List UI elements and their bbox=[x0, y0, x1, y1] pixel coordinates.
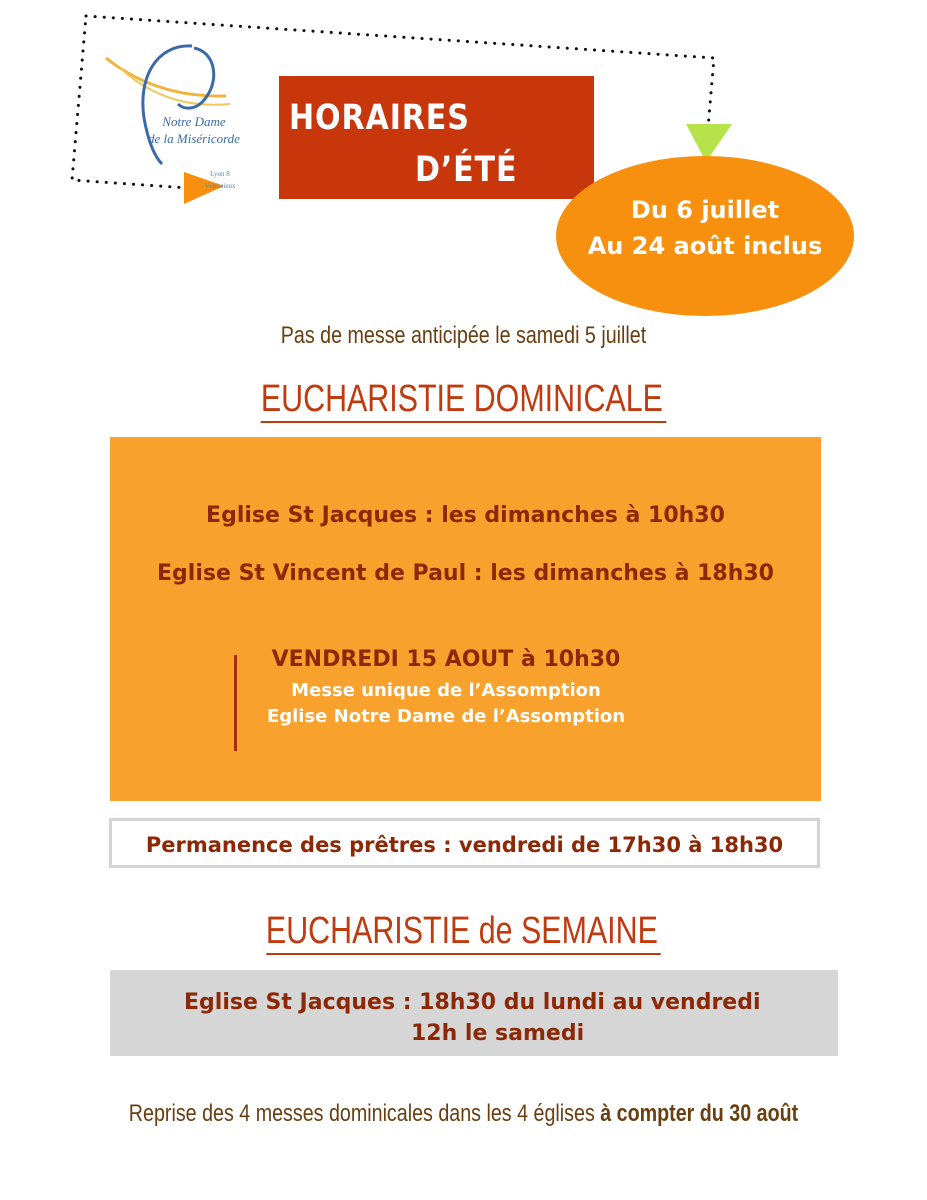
logo-city-line1: Lyon 8 bbox=[210, 170, 230, 178]
weekday-schedule-line2: 12h le samedi bbox=[411, 1021, 585, 1046]
parish-logo bbox=[96, 38, 256, 190]
schedule-st-jacques: Eglise St Jacques : les dimanches à 10h30 bbox=[206, 503, 725, 528]
title-box bbox=[279, 76, 594, 199]
title-line1: HORAIRES bbox=[289, 98, 470, 138]
priests-permanence-box bbox=[109, 818, 820, 868]
permanence-text: Permanence des prêtres : vendredi de 17h30 à 18h30 bbox=[145, 833, 784, 857]
assumption-mass: Messe unique de l’Assomption bbox=[291, 680, 601, 701]
logo-city-line2: Vénissieux bbox=[204, 182, 236, 190]
weekday-heading-text: EUCHARISTIE de SEMAINE bbox=[266, 910, 661, 955]
date-range-badge bbox=[556, 156, 854, 316]
assumption-church: Eglise Notre Dame de l’Assomption bbox=[266, 706, 626, 727]
no-anticipated-mass-notice: Pas de messe anticipée le samedi 5 juillet bbox=[280, 322, 647, 349]
date-end: Au 24 août inclus bbox=[587, 232, 823, 260]
weekday-schedule-line1: Eglise St Jacques : 18h30 du lundi au vendredi bbox=[184, 990, 761, 1015]
sunday-heading-text: EUCHARISTIE DOMINICALE bbox=[261, 378, 666, 423]
logo-name-line2: de la Miséricorde bbox=[148, 131, 240, 146]
title-line2: D’ÉTÉ bbox=[415, 150, 518, 190]
date-start: Du 6 juillet bbox=[630, 196, 780, 224]
schedule-st-vincent: Eglise St Vincent de Paul : les dimanches à 18h30 bbox=[157, 561, 774, 586]
weekday-schedule-box bbox=[110, 970, 838, 1056]
sunday-section-heading bbox=[93, 378, 835, 421]
madonna-logo-icon bbox=[96, 38, 256, 168]
resumption-notice bbox=[83, 1100, 843, 1128]
sunday-schedule-box bbox=[110, 437, 821, 801]
weekday-section-heading bbox=[93, 910, 835, 953]
logo-name-line1: Notre Dame bbox=[162, 114, 226, 129]
resumption-text: Reprise des 4 messes dominicales dans les 4 églises bbox=[128, 1100, 601, 1127]
assumption-date: VENDREDI 15 AOUT à 10h30 bbox=[271, 647, 621, 672]
resumption-date: à compter du 30 août bbox=[600, 1100, 799, 1127]
